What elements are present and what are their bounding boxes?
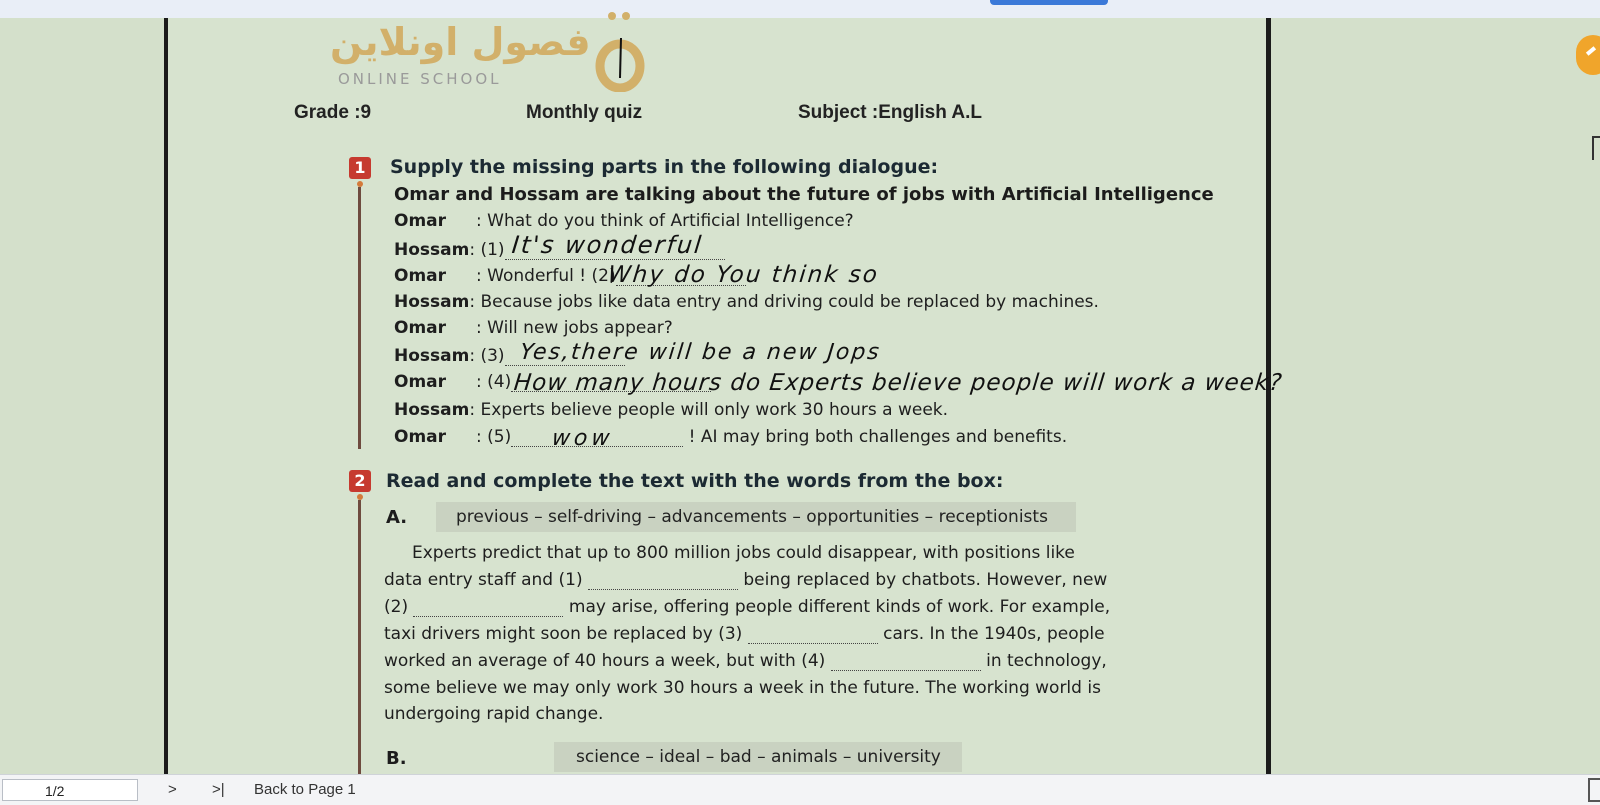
- word-box-b: science – ideal – bad – animals – university: [554, 742, 962, 772]
- handwritten-answer-3: Yes,there will be a new Jops: [518, 340, 883, 365]
- paragraph-line: some believe we may only work 30 hours a week in the future. The working world is: [384, 678, 1101, 698]
- viewer-toolbar: [0, 774, 1600, 805]
- blank-line[interactable]: [413, 615, 563, 617]
- blank-line[interactable]: [588, 588, 738, 590]
- top-bar: [0, 0, 1600, 18]
- dialogue-line: Omar : (5) ! AI may bring both challenges and benefits.: [394, 427, 1068, 447]
- dialogue-line: Omar : Wonderful ! (2): [394, 266, 746, 286]
- cursor-icon: [1592, 136, 1600, 160]
- dialogue-line: Omar : Will new jobs appear?: [394, 318, 673, 338]
- paragraph-line: [384, 624, 1105, 644]
- paragraph-text: (2): [384, 597, 414, 617]
- panel-icon[interactable]: [1588, 778, 1600, 802]
- paragraph-text: in technology,: [980, 651, 1107, 671]
- paragraph-text: being replaced by chatbots. However, new: [737, 570, 1108, 590]
- paragraph-line: undergoing rapid change.: [384, 704, 604, 724]
- paragraph-line: [384, 651, 1107, 671]
- blank-line[interactable]: [748, 642, 878, 644]
- back-to-page-1-button[interactable]: Back to Page 1: [254, 781, 356, 798]
- section-1-line: [358, 187, 361, 449]
- logo-icon: [590, 8, 650, 92]
- grade-label: Grade :9: [294, 102, 372, 123]
- paragraph-text: worked an average of 40 hours a week, but with (4): [384, 651, 831, 671]
- section-2-title: Read and complete the text with the words from the box:: [386, 470, 1004, 492]
- last-page-button[interactable]: >|: [212, 781, 225, 798]
- section-1-title: Supply the missing parts in the following dialogue:: [390, 156, 939, 178]
- part-a-label: A.: [386, 507, 408, 528]
- page-border-left: [164, 18, 168, 774]
- logo-english: ONLINE SCHOOL: [338, 70, 502, 88]
- quiz-label: Monthly quiz: [526, 102, 643, 123]
- dialogue-line: Hossam: Experts believe people will only work 30 hours a week.: [394, 400, 949, 420]
- dialogue-line: Hossam: Because jobs like data entry and driving could be replaced by machines.: [394, 292, 1099, 312]
- page-number-input[interactable]: 1/2: [2, 779, 138, 801]
- section-2-number: 2: [349, 470, 371, 492]
- page-border-right: [1266, 18, 1271, 774]
- blank-line[interactable]: [831, 669, 981, 671]
- top-button[interactable]: [990, 0, 1108, 5]
- paragraph-line: [384, 570, 1107, 590]
- part-b-label: B.: [386, 748, 407, 769]
- handwritten-answer-1: It's wonderful: [510, 231, 705, 259]
- dialogue-line: Omar : What do you think of Artificial Intelligence?: [394, 211, 854, 231]
- pen-tool-icon[interactable]: [1576, 35, 1600, 75]
- paragraph-text: may arise, offering people different kinds of work. For example,: [563, 597, 1111, 617]
- handwritten-answer-2: Why do You think so: [606, 262, 881, 288]
- next-page-button[interactable]: >: [168, 781, 177, 798]
- paragraph-text: cars. In the 1940s, people: [877, 624, 1105, 644]
- paragraph-text: data entry staff and (1): [384, 570, 588, 590]
- section-2-line: [358, 500, 361, 774]
- subject-label: Subject :English A.L: [798, 102, 983, 123]
- handwritten-answer-5: wow: [550, 426, 615, 451]
- paragraph-line: Experts predict that up to 800 million jobs could disappear, with positions like: [412, 543, 1075, 563]
- paragraph-text: taxi drivers might soon be replaced by (3): [384, 624, 748, 644]
- dialogue-line: Hossam: (3): [394, 346, 625, 366]
- dialogue-line: Hossam: (1): [394, 240, 725, 260]
- handwritten-answer-4: How many hours do Experts believe people will work a week?: [512, 370, 1284, 396]
- section-1-number: 1: [349, 157, 371, 179]
- logo-arabic: فصول اونلاين: [330, 20, 591, 64]
- paragraph-line: [384, 597, 1110, 617]
- word-box-a: previous – self-driving – advancements – opportunities – receptionists: [436, 502, 1076, 532]
- dialogue-line: Omar : (4): [394, 372, 711, 392]
- section-1-intro: Omar and Hossam are talking about the future of jobs with Artificial Intelligence: [394, 184, 1214, 205]
